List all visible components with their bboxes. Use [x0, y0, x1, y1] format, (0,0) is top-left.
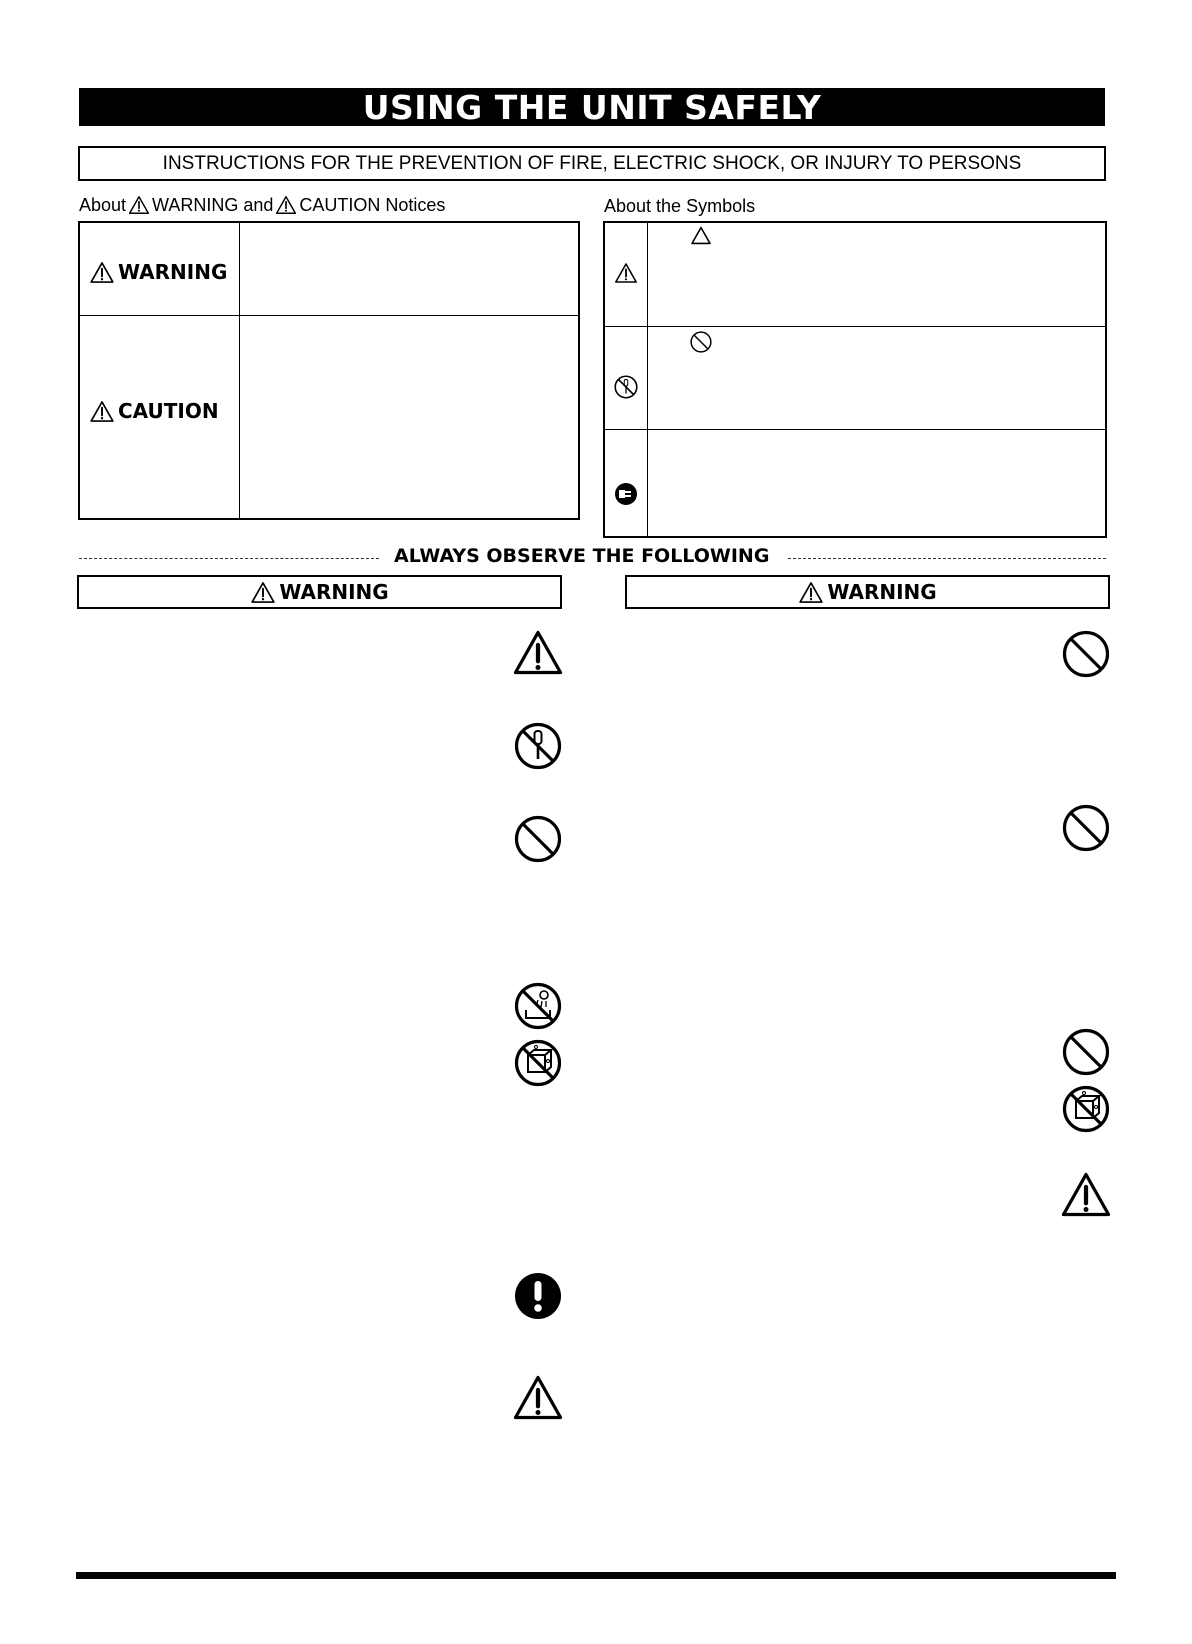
- prohibited-icon: [1062, 1028, 1110, 1076]
- warning-triangle-icon: [1061, 1172, 1111, 1217]
- right-warning-header: [625, 575, 1110, 609]
- observe-rule-right: [788, 558, 1106, 559]
- warning-notice-heading: [89, 257, 227, 287]
- notices-label: [79, 193, 445, 217]
- prohibited-icon: [1062, 804, 1110, 852]
- warning-triangle-icon: [250, 581, 276, 604]
- unplug-icon: [614, 482, 638, 506]
- prohibited-symbol-icon: [690, 331, 712, 353]
- right-warning-heading: [798, 580, 936, 604]
- no-water-icon: [514, 982, 562, 1030]
- symbols-divider-2: [604, 429, 1106, 430]
- prohibited-icon: [514, 815, 562, 863]
- caution-notice-heading: [89, 396, 219, 426]
- left-warning-heading: [250, 580, 388, 604]
- symbols-divider-vertical: [647, 222, 648, 537]
- left-warning-header: [77, 575, 562, 609]
- warning-triangle-icon: [89, 261, 115, 284]
- symbols-label: About the Symbols: [604, 195, 756, 216]
- warning-triangle-icon: [89, 400, 115, 423]
- footer-rule: [76, 1572, 1116, 1579]
- observe-rule-left: [79, 558, 379, 559]
- symbols-divider-1: [604, 326, 1106, 327]
- notices-divider-vertical: [239, 222, 240, 519]
- no-disassemble-icon: [614, 375, 638, 399]
- warning-triangle-icon: [128, 195, 150, 215]
- warning-triangle-icon: [275, 195, 297, 215]
- warning-triangle-icon: [513, 630, 563, 675]
- warning-notice-title: WARNING: [118, 260, 228, 284]
- observe-heading: ALWAYS OBSERVE THE FOLLOWING: [394, 545, 770, 567]
- instructions-subtitle: INSTRUCTIONS FOR THE PREVENTION OF FIRE, ELECTRIC SHOCK, OR INJURY TO PERSONS: [78, 146, 1106, 181]
- notices-divider-horizontal: [79, 315, 579, 316]
- no-disassemble-icon: [514, 722, 562, 770]
- triangle-symbol-icon: [690, 226, 712, 245]
- left-warning-title: WARNING: [279, 580, 389, 604]
- warning-triangle-icon: [798, 581, 824, 604]
- symbols-table: [603, 221, 1107, 538]
- warning-triangle-icon: [614, 262, 638, 284]
- warning-triangle-icon: [513, 1375, 563, 1420]
- no-liquid-icon: [514, 1039, 562, 1087]
- label-about: About: [79, 194, 127, 215]
- prohibited-icon: [1062, 630, 1110, 678]
- mandatory-icon: [514, 1272, 562, 1320]
- right-warning-title: WARNING: [827, 580, 937, 604]
- label-warning: WARNING and: [152, 194, 274, 215]
- page-title: USING THE UNIT SAFELY: [79, 88, 1105, 126]
- no-liquid-icon: [1062, 1085, 1110, 1133]
- caution-notice-title: CAUTION: [118, 399, 219, 423]
- label-caution: CAUTION Notices: [299, 194, 446, 215]
